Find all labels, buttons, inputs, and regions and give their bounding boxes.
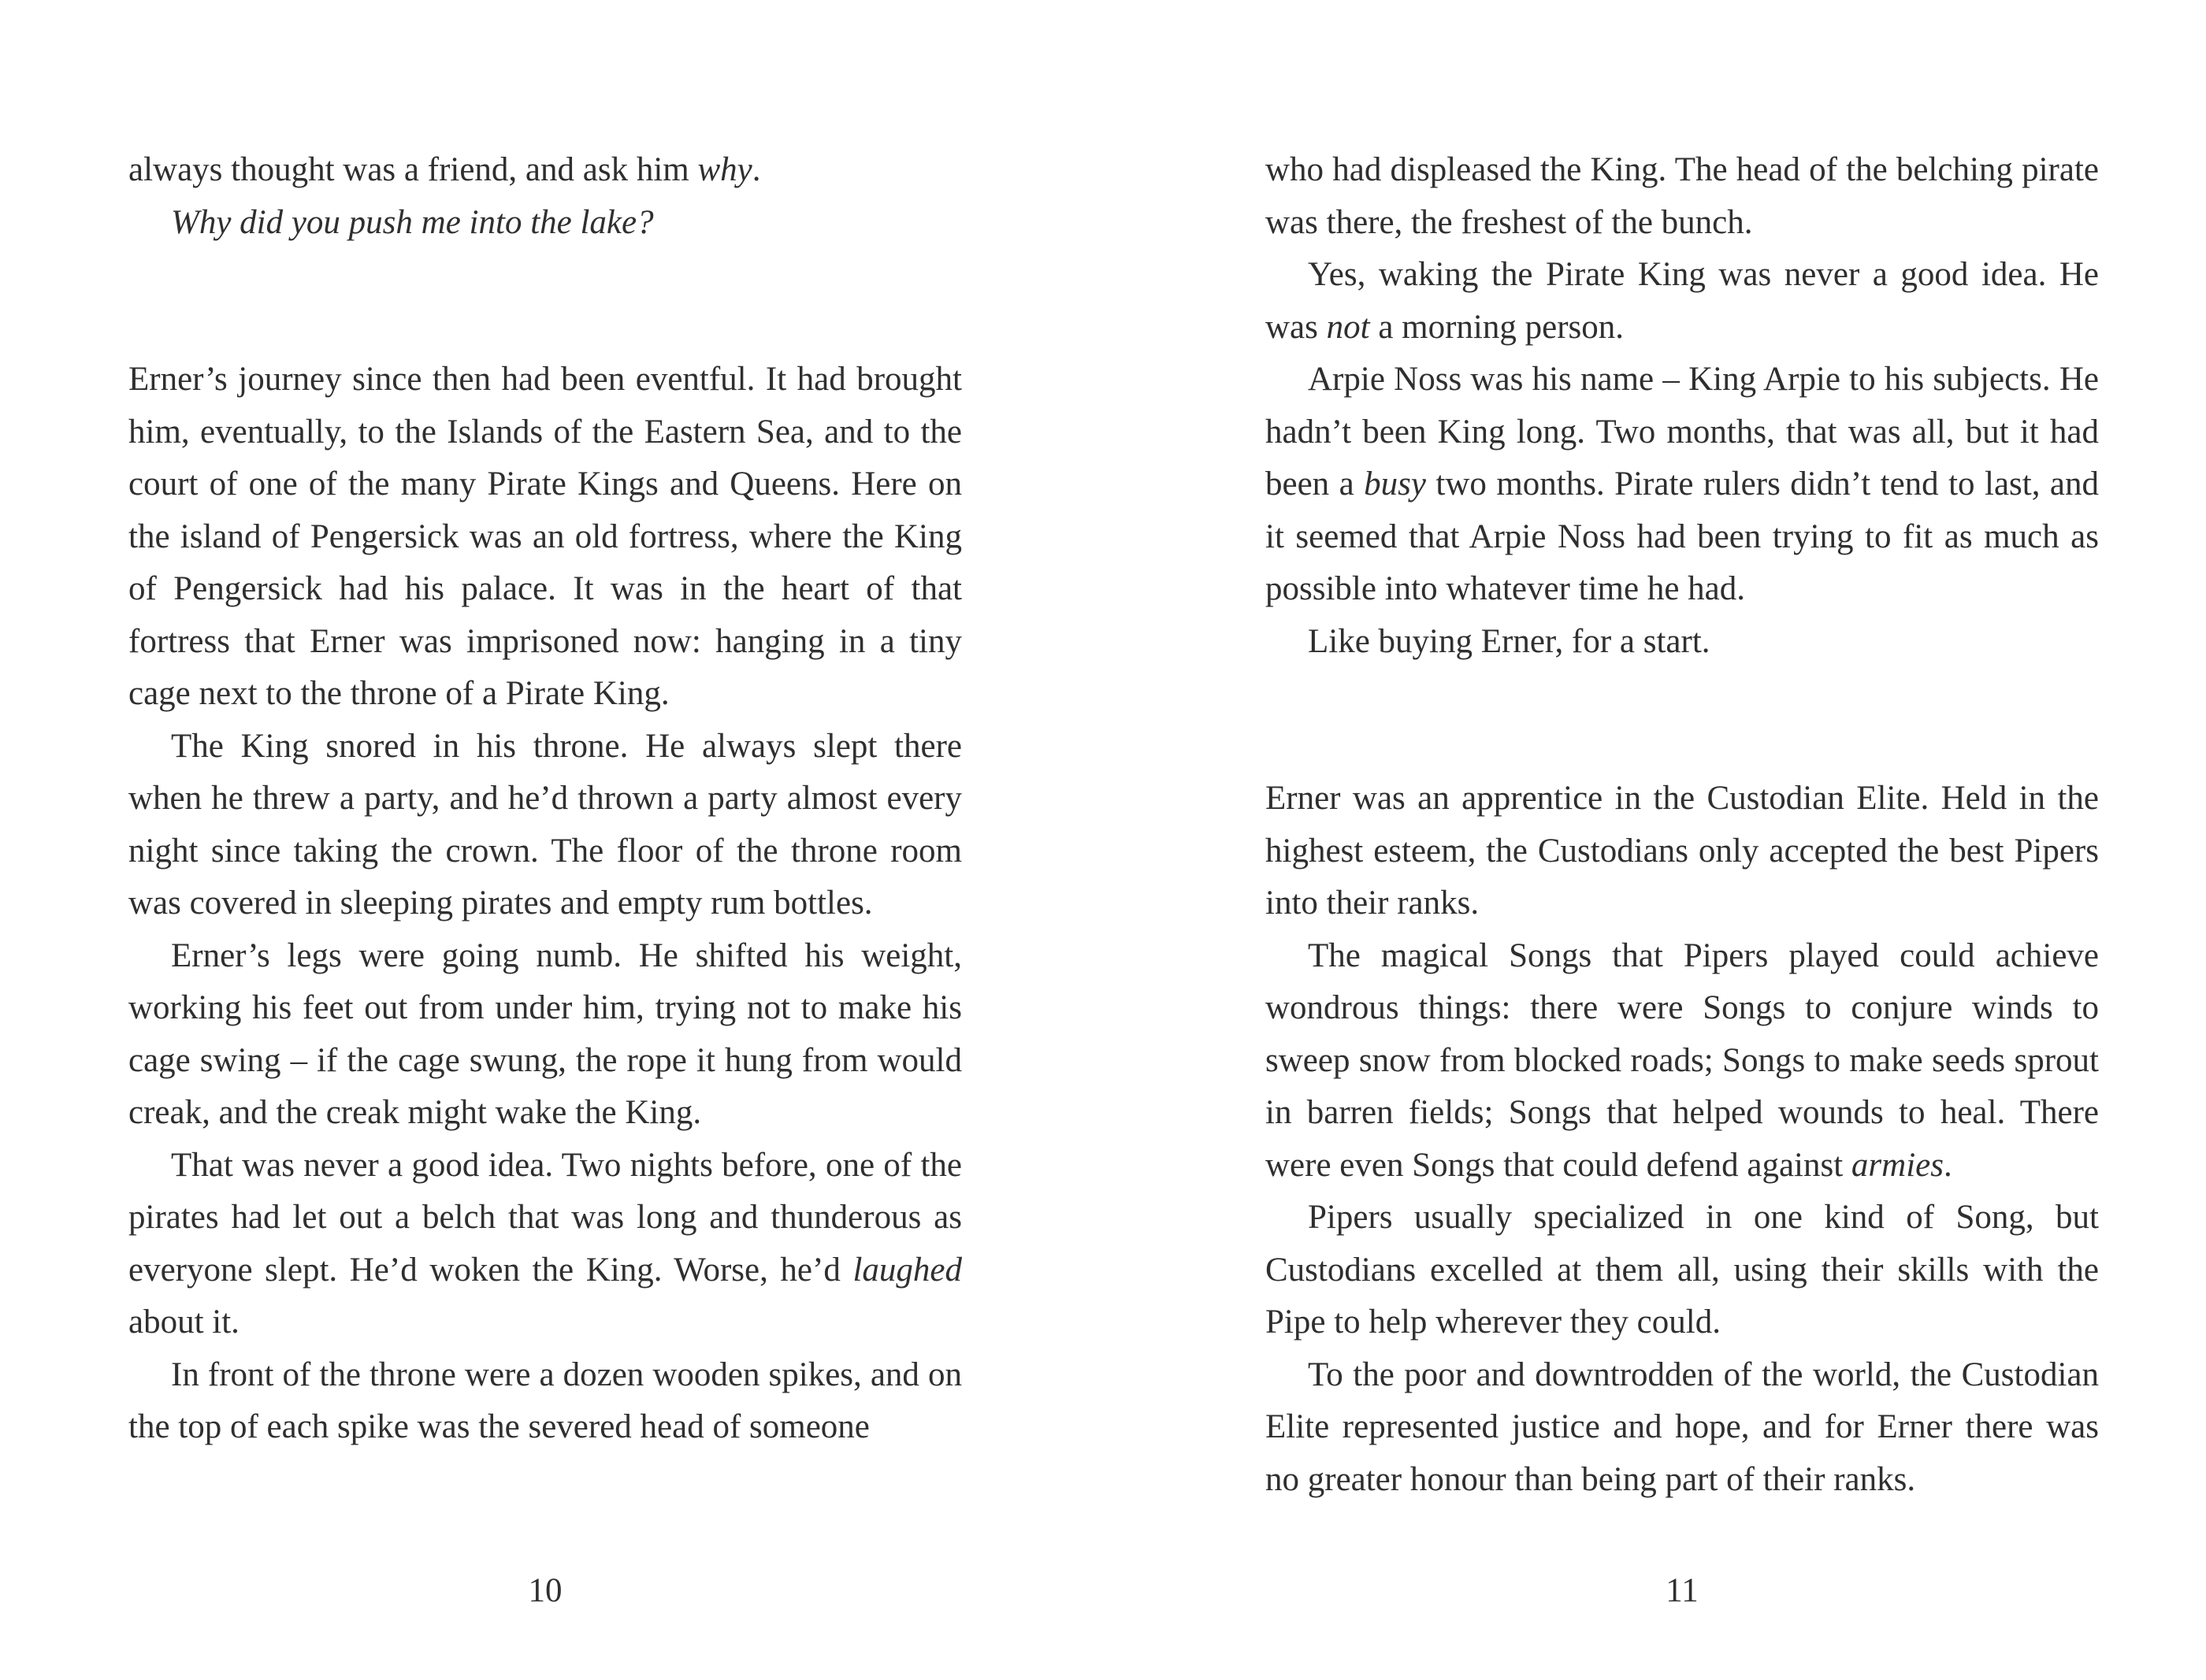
paragraph: [128, 721, 962, 930]
text-segment: Erner’s journey since then had been eventful. It had brought him, eventually, to the Islands of the Eastern Sea, and to the court of one of the many Pirate Kings and Queens. Here on the island of Pengersick was an old fortress, where the King of Pengersick had his palace. It was in the heart of that fortress that Erner was imprisoned now: hanging in a tiny cage next to the throne of a Pirate King.: [128, 361, 962, 712]
text-segment: two months. Pirate rulers didn’t tend to last, and it seemed that Arpie Noss had been trying to fit as much as possible into whatever time he had.: [1265, 465, 2099, 607]
paragraph: [1265, 1349, 2099, 1507]
left-page-text: [128, 144, 962, 1454]
text-segment: Erner was an apprentice in the Custodian Elite. Held in the highest esteem, the Custodians only accepted the best Pipers into their ranks.: [1265, 780, 2099, 922]
text-segment: The King snored in his throne. He always slept there when he threw a party, and he’d thrown a party almost every night since taking the crown. The floor of the throne room was covered in sleeping pirates and empty rum bottles.: [128, 727, 962, 922]
italic-text-segment: laughed: [852, 1251, 962, 1289]
italic-text-segment: busy: [1364, 465, 1426, 503]
paragraph: [128, 930, 962, 1140]
paragraph: [1265, 1192, 2099, 1349]
paragraph: [128, 1349, 962, 1454]
text-segment: To the poor and downtrodden of the world, the Custodian Elite represented justice and hope, and for Erner there was no greater honour than being part of their ranks.: [1265, 1355, 2099, 1498]
paragraph: [1265, 773, 2099, 930]
text-segment: In front of the throne were a dozen wooden spikes, and on the top of each spike was the severed head of someone: [128, 1355, 962, 1445]
text-segment: .: [752, 151, 761, 188]
paragraph: [1265, 249, 2099, 354]
paragraph: [1265, 930, 2099, 1192]
page-number: 11: [1666, 1572, 1699, 1609]
text-segment: who had displeased the King. The head of the belching pirate was there, the freshest of the bunch.: [1265, 151, 2099, 241]
text-segment: Erner’s legs were going numb. He shifted his weight, working his feet out from under him, trying not to make his cage swing – if the cage swung, the rope it hung from would creak, and the creak might wake the King.: [128, 936, 962, 1131]
text-segment: about it.: [128, 1304, 240, 1341]
right-page: [1103, 0, 2206, 1680]
page-number: 10: [528, 1572, 563, 1609]
italic-text-segment: Why did you push me into the lake?: [171, 203, 654, 241]
paragraph: [128, 1140, 962, 1349]
paragraph: [128, 197, 962, 250]
text-segment: always thought was a friend, and ask him: [128, 151, 698, 188]
text-segment: a morning person.: [1369, 308, 1625, 346]
italic-text-segment: armies: [1851, 1146, 1944, 1184]
italic-text-segment: why: [697, 151, 752, 188]
text-segment: The magical Songs that Pipers played could achieve wondrous things: there were Songs to conjure winds to sweep snow from blocked roads; Songs to make seeds sprout in barren fields; Songs that helped wounds to heal. There were even Songs that could defend against: [1265, 936, 2099, 1184]
paragraph: [1265, 354, 2099, 616]
text-segment: That was never a good idea. Two nights before, one of the pirates had let out a belch that was long and thunderous as everyone slept. He’d woken the King. Worse, he’d: [128, 1146, 962, 1289]
paragraph: [1265, 144, 2099, 249]
italic-text-segment: not: [1326, 308, 1370, 346]
paragraph: [1265, 616, 2099, 669]
right-page-text: [1265, 144, 2099, 1506]
text-segment: Like buying Erner, for a start.: [1308, 622, 1710, 660]
text-segment: .: [1943, 1146, 1952, 1184]
paragraph: [128, 354, 962, 721]
paragraph: [128, 144, 962, 197]
text-segment: Yes, waking the Pirate King was never a good idea. He was: [1265, 256, 2099, 346]
text-segment: Pipers usually specialized in one kind of Song, but Custodians excelled at them all, using their skills with the Pipe to help wherever they could.: [1265, 1199, 2099, 1341]
text-segment: Arpie Noss was his name – King Arpie to his subjects. He hadn’t been King long. Two months, that was all, but it had been a: [1265, 361, 2099, 503]
